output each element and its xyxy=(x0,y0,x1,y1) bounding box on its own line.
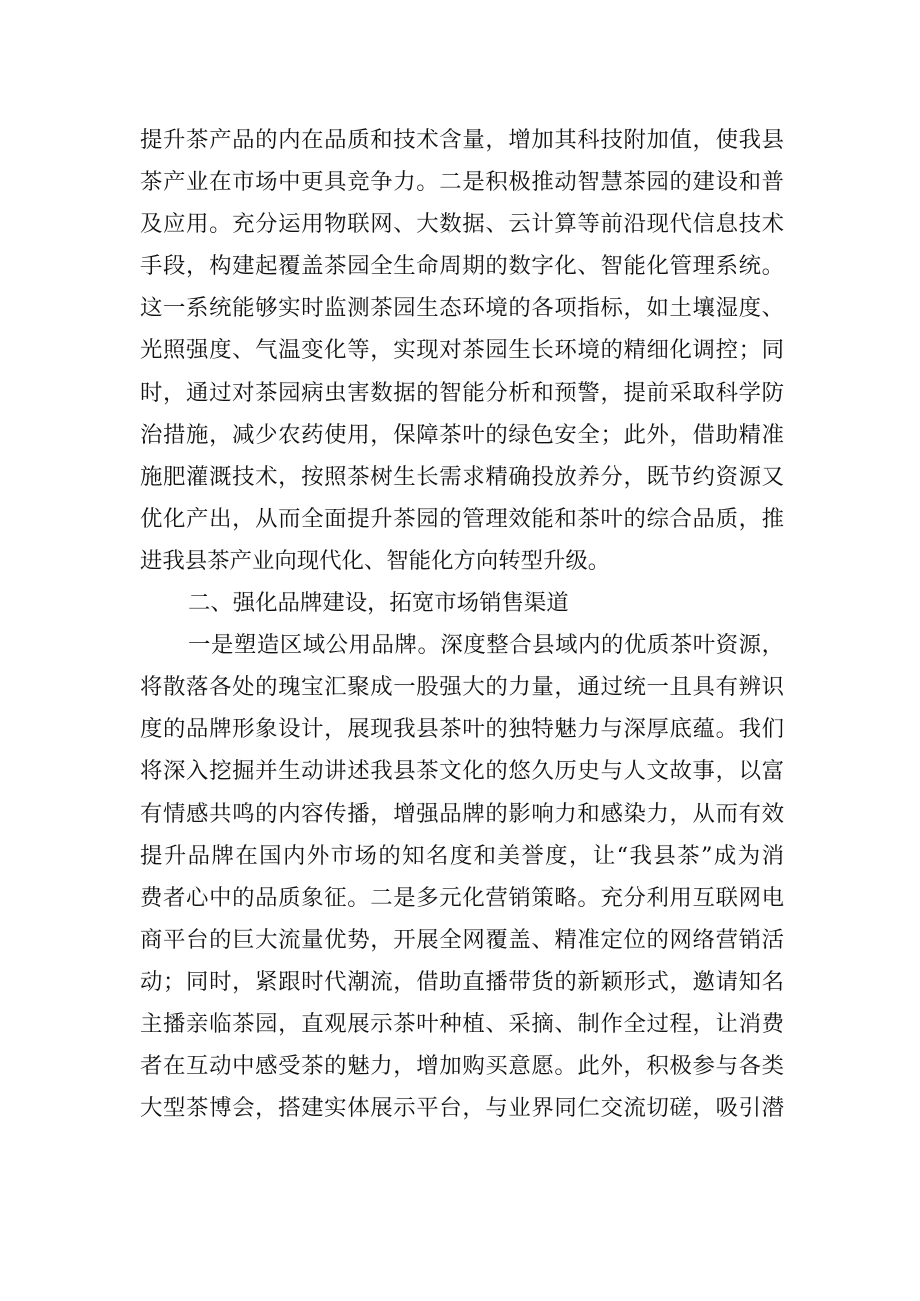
text-line: 及应用。充分运用物联网、大数据、云计算等前沿现代信息技术 xyxy=(140,211,784,238)
text-line: 提升茶产品的内在品质和技术含量，增加其科技附加值，使我县 xyxy=(140,127,784,153)
text-line: 茶产业在市场中更具竞争力。二是积极推动智慧茶园的建设和普 xyxy=(140,169,784,196)
text-line: 这一系统能够实时监测茶园生态环境的各项指标，如土壤湿度、 xyxy=(140,295,784,322)
text-line: 手段，构建起覆盖茶园全生命周期的数字化、智能化管理系统。 xyxy=(140,253,784,280)
text-line: 时，通过对茶园病虫害数据的智能分析和预警，提前采取科学防 xyxy=(140,379,784,406)
paragraph-last-line: 进我县茶产业向现代化、智能化方向转型升级。 xyxy=(140,547,611,574)
body-text xyxy=(140,119,784,1129)
text-line: 动；同时，紧跟时代潮流，借助直播带货的新颖形式，邀请知名 xyxy=(140,968,784,995)
section-heading: 二、强化品牌建设，拓宽市场销售渠道 xyxy=(188,590,569,617)
text-line: 费者心中的品质象征。二是多元化营销策略。充分利用互联网电 xyxy=(140,884,784,911)
text-line: 将散落各处的瑰宝汇聚成一股强大的力量，通过统一且具有辨识 xyxy=(140,674,784,701)
paragraph-first-line: 一是塑造区域公用品牌。深度整合县域内的优质茶叶资源， xyxy=(188,632,784,659)
text-line: 光照强度、气温变化等，实现对茶园生长环境的精细化调控；同 xyxy=(140,337,784,364)
text-line: 大型茶博会，搭建实体展示平台，与业界同仁交流切磋，吸引潜 xyxy=(140,1095,784,1122)
text-line: 商平台的巨大流量优势，开展全网覆盖、精准定位的网络营销活 xyxy=(140,926,784,953)
text-line: 提升品牌在国内外市场的知名度和美誉度，让“我县茶”成为消 xyxy=(140,842,784,869)
text-line: 将深入挖掘并生动讲述我县茶文化的悠久历史与人文故事，以富 xyxy=(140,758,784,785)
text-line: 度的品牌形象设计，展现我县茶叶的独特魅力与深厚底蕴。我们 xyxy=(140,716,784,743)
text-line: 优化产出，从而全面提升茶园的管理效能和茶叶的综合品质，推 xyxy=(140,505,784,532)
text-line: 治措施，减少农药使用，保障茶叶的绿色安全；此外，借助精准 xyxy=(140,421,784,448)
text-line: 施肥灌溉技术，按照茶树生长需求精确投放养分，既节约资源又 xyxy=(140,463,784,490)
text-line: 者在互动中感受茶的魅力，增加购买意愿。此外，积极参与各类 xyxy=(140,1053,784,1080)
text-line: 主播亲临茶园，直观展示茶叶种植、采摘、制作全过程，让消费 xyxy=(140,1010,784,1037)
text-line: 有情感共鸣的内容传播，增强品牌的影响力和感染力，从而有效 xyxy=(140,800,784,827)
